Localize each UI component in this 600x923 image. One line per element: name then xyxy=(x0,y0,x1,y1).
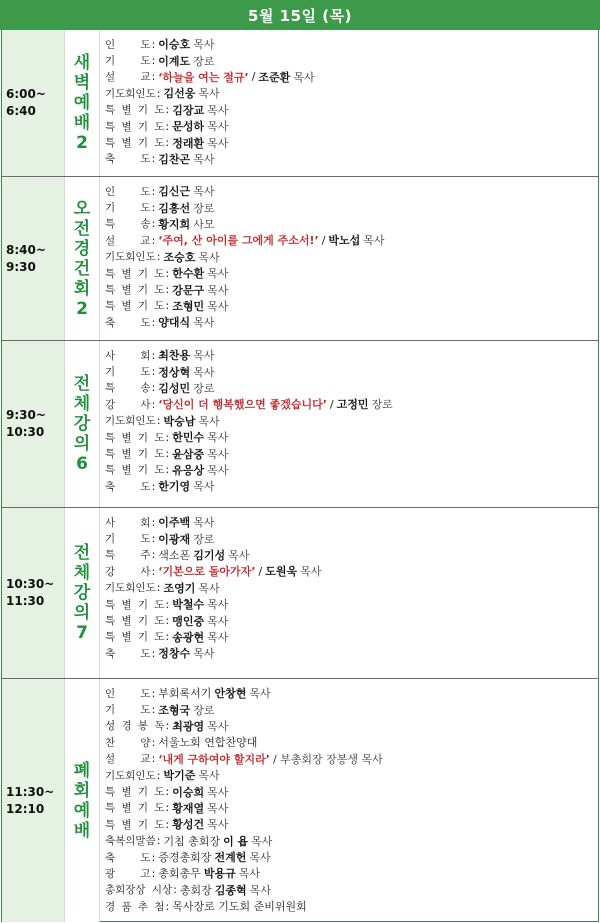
person-title: 목사 xyxy=(207,447,229,461)
role-label: 특 별 기 도 xyxy=(105,631,165,644)
person-title: / 부총회장 장봉생 목사 xyxy=(272,752,383,766)
person-name: 이계도 xyxy=(158,54,191,68)
person-name: 황재열 xyxy=(172,801,205,815)
person-name: 황지희 xyxy=(158,217,191,231)
role-colon: : xyxy=(165,597,170,611)
role-colon: : xyxy=(165,719,170,733)
sermon-title: ‘기본으로 돌아가자’ xyxy=(158,565,256,579)
program-row xyxy=(105,429,594,445)
program-row xyxy=(105,36,594,52)
session-title: 전체강의6 xyxy=(73,374,91,474)
role-label: 기도회인도 xyxy=(105,769,156,782)
session-program xyxy=(105,36,594,167)
person-affiliation: 서울노회 연합찬양대 xyxy=(158,736,258,750)
person-title: 목사 xyxy=(207,267,229,281)
role-colon: : xyxy=(151,866,156,880)
person-name: 유응상 xyxy=(172,463,205,477)
person-name: 김성민 xyxy=(158,381,191,395)
person-name: 한수환 xyxy=(172,267,205,281)
person-name: 최광영 xyxy=(172,719,205,733)
person-title: 장로 xyxy=(193,532,215,546)
role-label: 축 도 xyxy=(105,316,151,329)
role-label: 기도회인도 xyxy=(105,87,156,100)
program-row xyxy=(105,800,594,816)
separator: / xyxy=(258,564,263,578)
person-affiliation: 증경총회장 xyxy=(158,851,212,865)
person-title: 장로 xyxy=(193,381,215,395)
person-title: 목사 xyxy=(193,349,215,363)
person-name: 박기준 xyxy=(163,769,196,783)
person-name: 이승희 xyxy=(172,785,205,799)
program-row xyxy=(105,445,594,461)
session-title-cell xyxy=(64,679,100,922)
person-title: 사모 xyxy=(193,217,215,231)
role-colon: : xyxy=(165,283,170,297)
person-name: 박철수 xyxy=(172,598,205,612)
person-title: 장로 xyxy=(371,398,393,412)
program-row xyxy=(105,396,594,412)
role-label: 기 도 xyxy=(105,704,151,717)
role-colon: : xyxy=(151,548,156,562)
role-colon: : xyxy=(156,834,161,848)
person-name: 조준환 xyxy=(258,70,291,84)
role-label: 설 교 xyxy=(105,753,151,766)
role-colon: : xyxy=(151,217,156,231)
role-label: 특 별 기 도 xyxy=(105,448,165,461)
program-row xyxy=(105,767,594,783)
role-label: 기 도 xyxy=(105,533,151,546)
person-title: 장로 xyxy=(193,54,215,68)
program-row xyxy=(105,833,594,849)
role-label: 광 고 xyxy=(105,867,151,880)
role-colon: : xyxy=(165,801,170,815)
person-name: 김찬곤 xyxy=(158,152,191,166)
role-colon: : xyxy=(165,463,170,477)
role-label: 특 송 xyxy=(105,218,151,231)
person-name: 문성하 xyxy=(172,120,205,134)
person-title: 목사 xyxy=(207,299,229,313)
program-row xyxy=(105,265,594,281)
session-time: 11:30~ 12:10 xyxy=(2,679,64,922)
role-label: 특 별 기 도 xyxy=(105,104,165,117)
person-name: 김흥선 xyxy=(158,201,191,215)
person-name: 황성건 xyxy=(172,818,205,832)
person-title: 목사 xyxy=(363,234,385,248)
role-label: 특 별 기 도 xyxy=(105,818,165,831)
schedule-table xyxy=(1,30,599,922)
role-label: 특 별 기 도 xyxy=(105,120,165,133)
session-program xyxy=(105,347,594,495)
program-row xyxy=(105,314,594,330)
person-name: 박승남 xyxy=(163,414,196,428)
role-colon: : xyxy=(156,768,161,782)
program-row xyxy=(105,199,594,215)
role-label: 설 교 xyxy=(105,71,151,84)
person-title: 목사 xyxy=(207,801,229,815)
program-row xyxy=(105,413,594,429)
program-row xyxy=(105,898,594,914)
sermon-title: ‘당신이 더 행복했으면 좋겠습니다’ xyxy=(158,398,327,412)
separator: / xyxy=(329,397,334,411)
role-colon: : xyxy=(151,686,156,700)
role-colon: : xyxy=(165,899,170,913)
role-label: 특 별 기 도 xyxy=(105,802,165,815)
role-label: 강 사 xyxy=(105,565,151,578)
role-colon: : xyxy=(151,703,156,717)
program-row xyxy=(105,232,594,248)
person-name: 고정민 xyxy=(336,398,369,412)
role-label: 강 사 xyxy=(105,398,151,411)
program-row xyxy=(105,462,594,478)
program-row xyxy=(105,645,594,661)
program-row xyxy=(105,478,594,494)
role-label: 특 별 기 도 xyxy=(105,464,165,477)
person-title: 목사 xyxy=(249,687,271,701)
role-colon: : xyxy=(165,614,170,628)
role-colon: : xyxy=(165,447,170,461)
person-title: 목사 xyxy=(207,719,229,733)
person-title: 목사 xyxy=(193,647,215,661)
role-label: 기 도 xyxy=(105,366,151,379)
program-row xyxy=(105,151,594,167)
person-title: 목사 xyxy=(198,581,220,595)
role-label: 축복의말씀 xyxy=(105,835,156,848)
program-row xyxy=(105,865,594,881)
person-name: 조형민 xyxy=(172,299,205,313)
person-title: 목사 xyxy=(193,365,215,379)
person-title: 목사 xyxy=(207,136,229,150)
person-name: 안창현 xyxy=(214,687,247,701)
role-label: 특 별 기 도 xyxy=(105,786,165,799)
person-title: 목사 xyxy=(300,565,322,579)
role-colon: : xyxy=(165,103,170,117)
separator: / xyxy=(321,233,326,247)
person-title: 목사 xyxy=(251,834,273,848)
role-colon: : xyxy=(165,630,170,644)
role-colon: : xyxy=(151,479,156,493)
program-row xyxy=(105,718,594,734)
person-title: 목사 xyxy=(198,414,220,428)
program-row xyxy=(105,118,594,134)
person-title: 목사 xyxy=(238,867,260,881)
session-time: 6:00~ 6:40 xyxy=(2,30,64,176)
role-label: 사 회 xyxy=(105,349,151,362)
person-title: 목사 xyxy=(193,316,215,330)
person-name: 박노섭 xyxy=(328,234,361,248)
program-row xyxy=(105,882,594,898)
person-title: 장로 xyxy=(193,703,215,717)
role-colon: : xyxy=(156,250,161,264)
program-row xyxy=(105,216,594,232)
session-title-cell xyxy=(64,177,100,340)
program-row xyxy=(105,734,594,750)
separator: / xyxy=(251,70,256,84)
program-row xyxy=(105,102,594,118)
role-colon: : xyxy=(151,752,156,766)
program-row xyxy=(105,52,594,68)
person-name: 김기성 xyxy=(193,548,226,562)
person-title: 목사 xyxy=(198,250,220,264)
session-title-cell xyxy=(64,508,100,678)
person-name: 이광재 xyxy=(158,532,191,546)
person-name: 김신근 xyxy=(158,185,191,199)
role-colon: : xyxy=(151,315,156,329)
role-colon: : xyxy=(151,54,156,68)
role-label: 인 도 xyxy=(105,687,151,700)
program-row xyxy=(105,69,594,85)
role-colon: : xyxy=(151,184,156,198)
session-title-cell xyxy=(64,30,100,176)
person-name: 전계헌 xyxy=(214,851,247,865)
program-row xyxy=(105,249,594,265)
program-row xyxy=(105,547,594,563)
person-title: 목사 xyxy=(249,883,271,897)
role-label: 특 별 기 도 xyxy=(105,137,165,150)
role-colon: : xyxy=(151,850,156,864)
role-colon: : xyxy=(165,266,170,280)
sermon-title: ‘주여, 산 아이를 그에게 주소서!’ xyxy=(158,234,319,248)
person-name: 조승호 xyxy=(163,250,196,264)
role-label: 설 교 xyxy=(105,234,151,247)
person-name: 김장교 xyxy=(172,103,205,117)
role-colon: : xyxy=(151,532,156,546)
role-label: 성 경 봉 독 xyxy=(105,720,165,733)
role-label: 축 도 xyxy=(105,153,151,166)
program-row xyxy=(105,363,594,379)
role-colon: : xyxy=(156,581,161,595)
role-colon: : xyxy=(151,348,156,362)
program-row xyxy=(105,701,594,717)
person-name: 김종혁 xyxy=(214,883,247,897)
role-label: 축 도 xyxy=(105,480,151,493)
person-affiliation: 목사장로 기도회 준비위원회 xyxy=(172,900,307,914)
role-colon: : xyxy=(151,381,156,395)
person-name: 이주백 xyxy=(158,516,191,530)
session-time: 10:30~ 11:30 xyxy=(2,508,64,678)
person-affiliation: 총회총무 xyxy=(158,867,201,881)
role-colon: : xyxy=(173,883,177,897)
role-label: 기도회인도 xyxy=(105,251,156,264)
program-row xyxy=(105,580,594,596)
session-title: 전체강의7 xyxy=(73,543,91,643)
role-colon: : xyxy=(165,299,170,313)
person-title: 목사 xyxy=(198,87,220,101)
person-title: 목사 xyxy=(207,103,229,117)
role-colon: : xyxy=(151,233,156,247)
role-colon: : xyxy=(165,119,170,133)
role-colon: : xyxy=(156,414,161,428)
session-block xyxy=(2,678,598,922)
program-row xyxy=(105,751,594,767)
role-colon: : xyxy=(156,86,161,100)
day-title: 5월 15일 (목) xyxy=(248,6,352,25)
person-name: 정래환 xyxy=(172,136,205,150)
person-name: 윤삼중 xyxy=(172,447,205,461)
program-row xyxy=(105,380,594,396)
role-label: 특 별 기 도 xyxy=(105,300,165,313)
role-label: 축 도 xyxy=(105,647,151,660)
person-name: 김선웅 xyxy=(163,87,196,101)
person-affiliation: 총회장 xyxy=(179,883,212,897)
person-name: 최찬용 xyxy=(158,349,191,363)
session-title-cell xyxy=(64,341,100,507)
person-title: 목사 xyxy=(193,480,215,494)
program-row xyxy=(105,783,594,799)
role-label: 축 도 xyxy=(105,851,151,864)
session-program xyxy=(105,514,594,662)
person-name: 조영기 xyxy=(163,581,196,595)
role-colon: : xyxy=(165,817,170,831)
role-label: 인 도 xyxy=(105,185,151,198)
person-title: 목사 xyxy=(249,851,271,865)
program-row xyxy=(105,134,594,150)
role-colon: : xyxy=(151,37,156,51)
person-title: 목사 xyxy=(228,548,250,562)
program-row xyxy=(105,563,594,579)
role-label: 특 별 기 도 xyxy=(105,284,165,297)
sermon-title: ‘하늘을 여는 절규’ xyxy=(158,70,249,84)
session-program xyxy=(105,685,594,914)
session-title: 폐회예배 xyxy=(73,760,91,841)
person-title: 목사 xyxy=(207,614,229,628)
session-block xyxy=(2,340,598,507)
person-name: 이 욥 xyxy=(223,834,249,848)
role-colon: : xyxy=(165,136,170,150)
person-title: 목사 xyxy=(207,463,229,477)
person-name: 박용규 xyxy=(203,867,236,881)
role-colon: : xyxy=(151,515,156,529)
role-colon: : xyxy=(151,365,156,379)
person-name: 정상혁 xyxy=(158,365,191,379)
person-title: 목사 xyxy=(198,769,220,783)
person-name: 맹인중 xyxy=(172,614,205,628)
role-colon: : xyxy=(151,646,156,660)
program-row xyxy=(105,685,594,701)
program-row xyxy=(105,629,594,645)
person-title: 목사 xyxy=(207,120,229,134)
role-label: 사 회 xyxy=(105,516,151,529)
role-label: 특 별 기 도 xyxy=(105,598,165,611)
person-title: 목사 xyxy=(207,283,229,297)
program-row xyxy=(105,85,594,101)
program-row xyxy=(105,514,594,530)
person-name: 이승호 xyxy=(158,38,191,52)
person-title: 목사 xyxy=(207,818,229,832)
role-colon: : xyxy=(151,201,156,215)
person-name: 조형국 xyxy=(158,703,191,717)
person-name: 정창수 xyxy=(158,647,191,661)
role-label: 기도회인도 xyxy=(105,415,156,428)
session-title: 새벽예배2 xyxy=(73,53,91,153)
program-row xyxy=(105,612,594,628)
role-label: 기 도 xyxy=(105,202,151,215)
person-title: 목사 xyxy=(193,516,215,530)
program-row xyxy=(105,596,594,612)
role-colon: : xyxy=(151,397,156,411)
role-label: 특 별 기 도 xyxy=(105,267,165,280)
person-name: 도원욱 xyxy=(265,565,298,579)
role-colon: : xyxy=(165,430,170,444)
program-row xyxy=(105,530,594,546)
program-row xyxy=(105,298,594,314)
person-title: 목사 xyxy=(193,185,215,199)
role-label: 기도회인도 xyxy=(105,582,156,595)
person-title: 목사 xyxy=(193,38,215,52)
program-row xyxy=(105,347,594,363)
person-title: 목사 xyxy=(207,630,229,644)
session-block xyxy=(2,507,598,678)
person-affiliation: 색소폰 xyxy=(158,548,191,562)
person-affiliation: 부회록서기 xyxy=(158,687,212,701)
role-label: 경 품 추 첨 xyxy=(105,900,165,913)
sermon-title: ‘내게 구하여야 할지라’ xyxy=(158,752,270,766)
role-label: 총회장상 시상 xyxy=(105,884,173,897)
role-colon: : xyxy=(151,735,156,749)
day-header xyxy=(0,0,600,30)
role-label: 특 송 xyxy=(105,382,151,395)
person-title: 목사 xyxy=(193,152,215,166)
person-title: 목사 xyxy=(207,785,229,799)
person-title: 목사 xyxy=(207,431,229,445)
session-program xyxy=(105,183,594,331)
session-time: 9:30~ 10:30 xyxy=(2,341,64,507)
person-affiliation: 기침 총회장 xyxy=(163,834,221,848)
person-name: 한민수 xyxy=(172,431,205,445)
person-title: 목사 xyxy=(207,598,229,612)
program-row xyxy=(105,816,594,832)
person-name: 송광현 xyxy=(172,630,205,644)
session-time: 8:40~ 9:30 xyxy=(2,177,64,340)
person-name: 양대식 xyxy=(158,316,191,330)
role-label: 기 도 xyxy=(105,55,151,68)
role-colon: : xyxy=(151,564,156,578)
person-title: 장로 xyxy=(193,201,215,215)
program-row xyxy=(105,849,594,865)
role-label: 특 별 기 도 xyxy=(105,431,165,444)
role-colon: : xyxy=(151,152,156,166)
person-name: 강문구 xyxy=(172,283,205,297)
role-label: 찬 양 xyxy=(105,736,151,749)
session-title: 오전경건회2 xyxy=(73,198,91,319)
role-label: 특 별 기 도 xyxy=(105,615,165,628)
role-label: 인 도 xyxy=(105,38,151,51)
person-title: 목사 xyxy=(293,70,315,84)
session-block xyxy=(2,176,598,340)
session-block xyxy=(2,30,598,176)
program-row xyxy=(105,183,594,199)
role-colon: : xyxy=(165,785,170,799)
role-colon: : xyxy=(151,70,156,84)
person-name: 한기영 xyxy=(158,480,191,494)
program-row xyxy=(105,281,594,297)
role-label: 특 주 xyxy=(105,549,151,562)
